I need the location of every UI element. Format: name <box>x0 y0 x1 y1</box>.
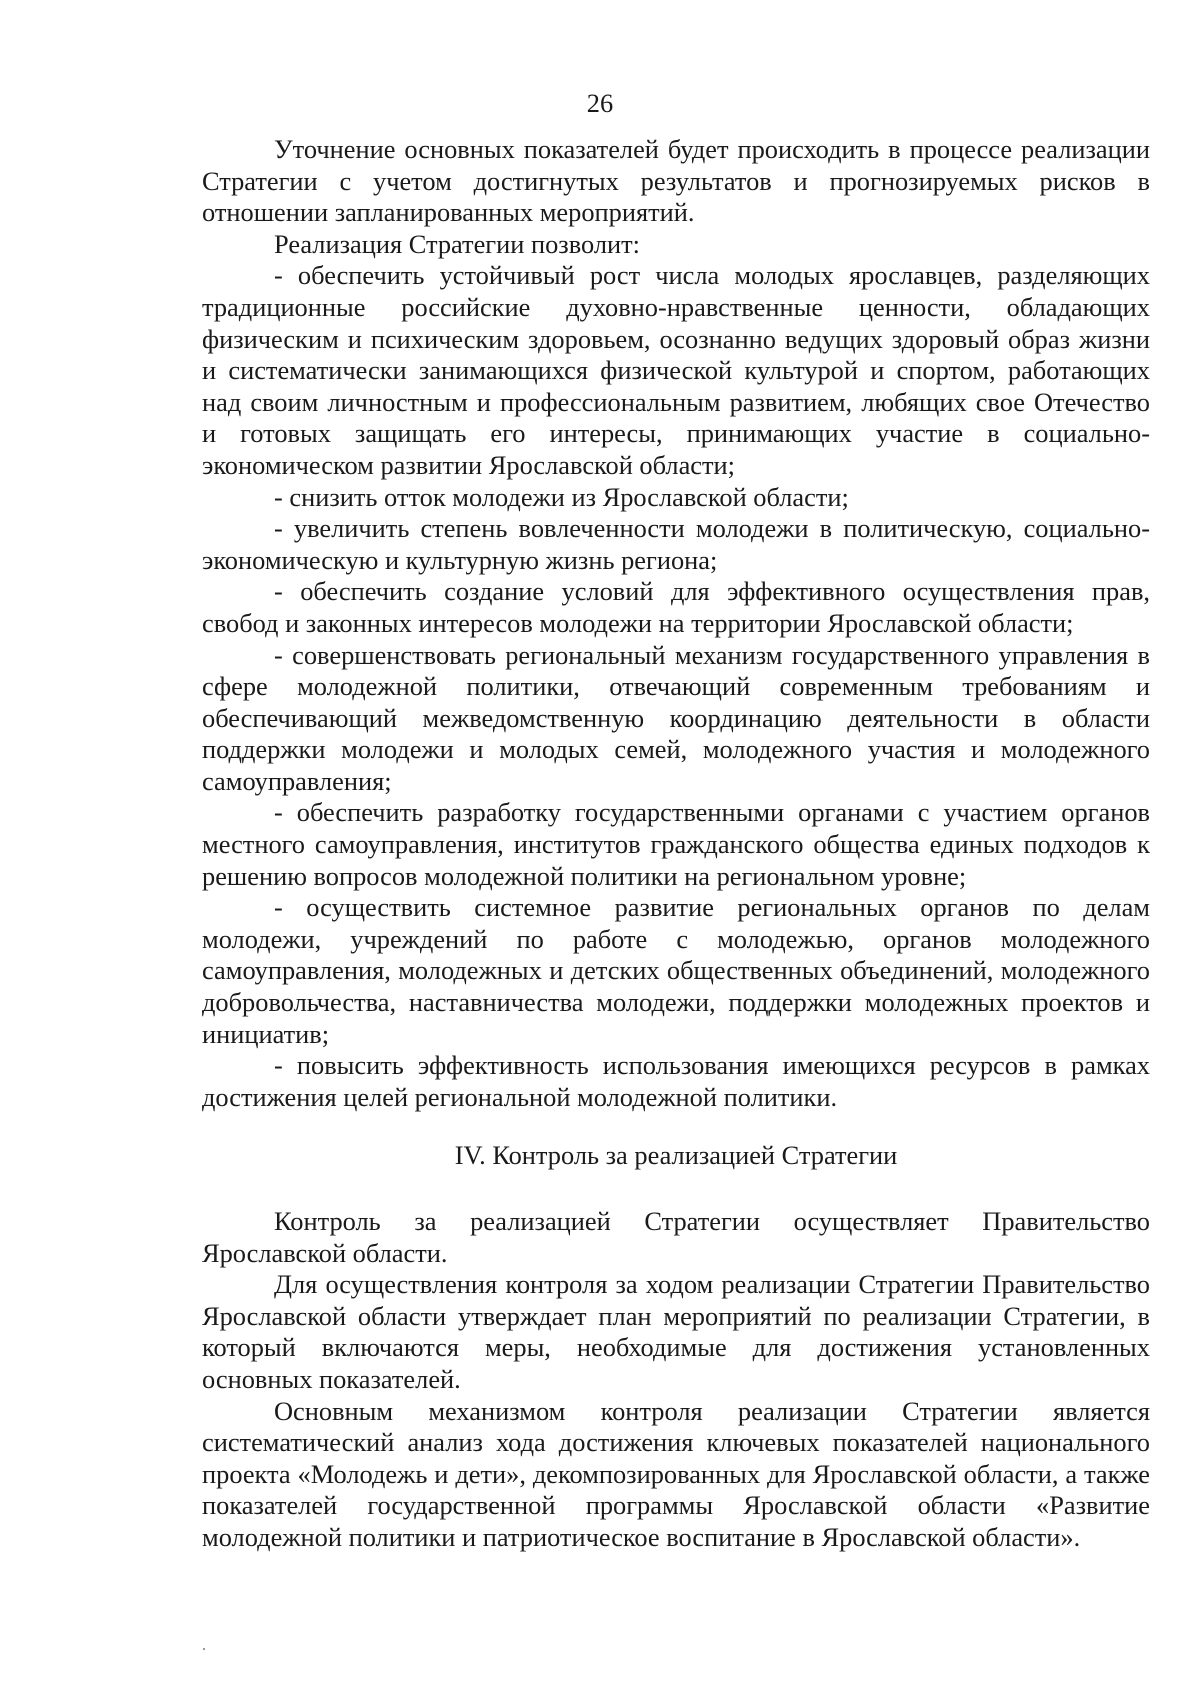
paragraph-control-plan: Для осуществления контроля за ходом реализации Стратегии Правительство Ярославской области утверждает план мероприятий по реализации Стратегии, в который включаются меры, необходимые для достижения установленных основных показателей. <box>202 1269 1150 1394</box>
list-item-unified-approaches: - обеспечить разработку государственными органами с участием органов местного самоуправления, институтов гражданского общества единых подходов к решению вопросов молодежной политики на региональном уровне; <box>202 797 1150 891</box>
list-item-sustainable-growth: - обеспечить устойчивый рост числа молодых ярославцев, разделяющих традиционные российские духовно-нравственные ценности, обладающих физическим и психическим здоровьем, осознанно ведущих здоровый образ жизни и систематически занимающихся физической культурой и спортом, работающих над своим личностным и профессиональным развитием, любящих свое Отечество и готовых защищать его интересы, принимающих участие в социально-экономическом развитии Ярославской области; <box>202 260 1150 480</box>
scan-dot <box>203 1648 205 1650</box>
document-body <box>202 134 1150 1554</box>
page-number: 26 <box>586 88 614 118</box>
section-heading: IV. Контроль за реализацией Стратегии <box>454 1140 898 1171</box>
list-item-system-development: - осуществить системное развитие региональных органов по делам молодежи, учреждений по работе с молодежью, органов молодежного самоуправления, молодежных и детских общественных объединений, молодежного добровольчества, наставничества молодежи, поддержки молодежных проектов и инициатив; <box>202 892 1150 1049</box>
list-item-increase-involvement: - увеличить степень вовлеченности молодежи в политическую, социально-экономическую и культурную жизнь региона; <box>202 513 1150 575</box>
list-item-rights-conditions: - обеспечить создание условий для эффективного осуществления прав, свобод и законных интересов молодежи на территории Ярославской области; <box>202 576 1150 638</box>
paragraph-indicators-refinement: Уточнение основных показателей будет происходить в процессе реализации Стратегии с учетом достигнутых результатов и прогнозируемых рисков в отношении запланированных мероприятий. <box>202 134 1150 228</box>
paragraph-control-government: Контроль за реализацией Стратегии осуществляет Правительство Ярославской области. <box>202 1206 1150 1268</box>
list-item-improve-management: - совершенствовать региональный механизм государственного управления в сфере молодежной политики, отвечающий современным требованиям и обеспечивающий межведомственную координацию деятельности в области поддержки молодежи и молодых семей, молодежного участия и молодежного самоуправления; <box>202 639 1150 796</box>
list-item-reduce-outflow: - снизить отток молодежи из Ярославской области; <box>274 481 849 512</box>
list-item-resource-efficiency: - повысить эффективность использования имеющихся ресурсов в рамках достижения целей региональной молодежной политики. <box>202 1050 1150 1112</box>
paragraph-strategy-allows: Реализация Стратегии позволит: <box>274 228 641 259</box>
paragraph-control-mechanism: Основным механизмом контроля реализации Стратегии является систематический анализ хода достижения ключевых показателей национального проекта «Молодежь и дети», декомпозированных для Ярославской области, а также показателей государственной программы Ярославской области «Развитие молодежной политики и патриотическое воспитание в Ярославской области». <box>202 1395 1150 1552</box>
